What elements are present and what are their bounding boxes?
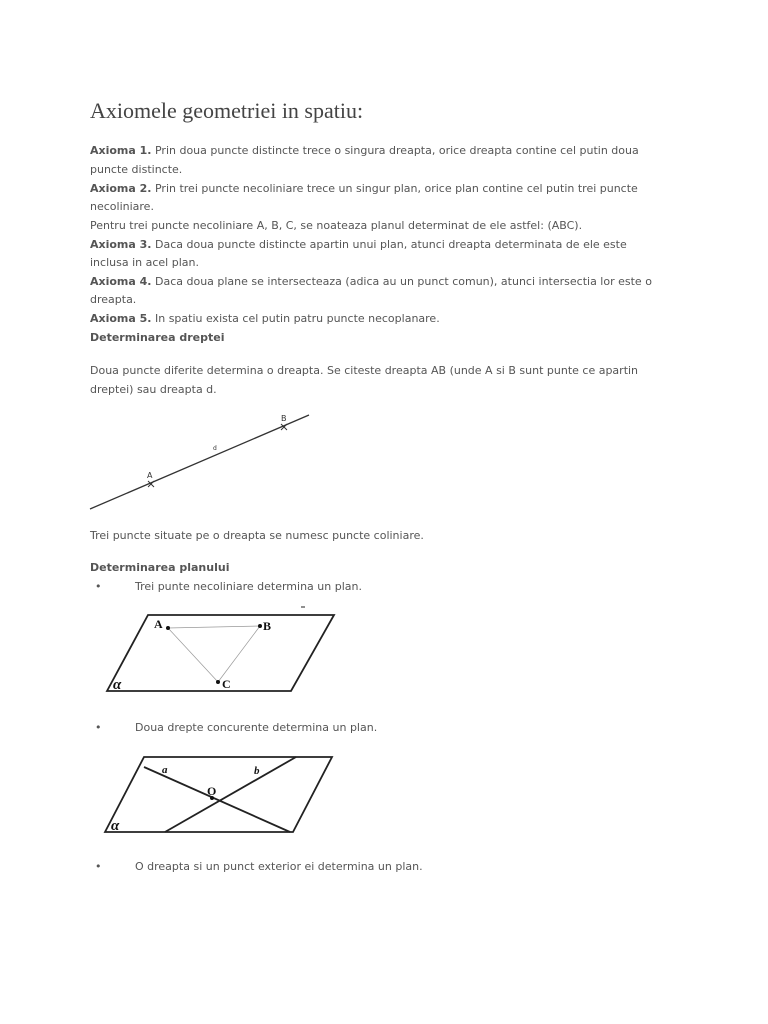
axiom-2-line-1: [90, 179, 638, 198]
bullet-marker: •: [95, 580, 102, 593]
axiom-1-line-1: [90, 141, 639, 160]
axiom-label: Axioma 5.: [90, 312, 152, 325]
line-paragraph-2: dreptei) sau dreapta d.: [90, 383, 217, 396]
heading-text: Determinarea dreptei: [90, 331, 225, 344]
plane-three-points-diagram: [100, 603, 340, 695]
axiom-label: Axioma 4.: [90, 275, 152, 288]
plane-item-1: Trei punte necoliniare determina un plan.: [135, 580, 362, 593]
plane-item-3: O dreapta si un punct exterior ei determina un plan.: [135, 860, 423, 873]
axiom-4-line-2: dreapta.: [90, 293, 137, 306]
point-b: [258, 624, 262, 628]
plane-item-2: Doua drepte concurente determina un plan.: [135, 721, 378, 734]
collinear-text: Trei puncte situate pe o dreapta se numesc puncte coliniare.: [90, 529, 424, 542]
axiom-text: Daca doua puncte distincte apartin unui plan, atunci dreapta determinata de ele este: [151, 238, 627, 251]
axiom-4-line-1: [90, 272, 652, 291]
line-d: [90, 415, 309, 509]
label-b: B: [263, 619, 272, 633]
page-title: Axiomele geometriei in spatiu:: [90, 98, 364, 123]
label-a: a: [162, 764, 168, 776]
bullet-marker: •: [95, 860, 102, 873]
label-a: A: [147, 471, 153, 480]
axiom-text: In spatiu exista cel putin patru puncte necoplanare.: [151, 312, 440, 325]
plane-notation-note: Pentru trei puncte necoliniare A, B, C, se noateaza planul determinat de ele astfel: (ABC).: [90, 219, 583, 232]
axiom-text: Prin trei puncte necoliniare trece un singur plan, orice plan contine cel putin trei puncte: [151, 182, 638, 195]
plane-concurrent-lines-diagram: [100, 752, 340, 836]
label-a: A: [154, 617, 163, 631]
axiom-label: Axioma 3.: [90, 238, 152, 251]
heading-text: Determinarea planului: [90, 561, 230, 574]
label-b: B: [281, 414, 287, 423]
axiom-1-line-2: puncte distincte.: [90, 163, 183, 176]
point-c: [216, 680, 220, 684]
label-alpha: α: [111, 818, 120, 834]
axiom-3-line-2: inclusa in acel plan.: [90, 256, 199, 269]
label-o: O: [207, 784, 217, 798]
line-a: [144, 767, 290, 832]
section-heading-line: [90, 328, 224, 347]
label-d: d: [213, 445, 217, 452]
label-b: b: [254, 765, 260, 777]
axiom-5-line-1: [90, 309, 440, 328]
axiom-label: Axioma 1.: [90, 144, 152, 157]
triangle-abc: [168, 626, 260, 682]
axiom-2-line-2: necoliniare.: [90, 200, 154, 213]
label-c: C: [222, 677, 231, 691]
axiom-text: Daca doua plane se intersecteaza (adica au un punct comun), atunci intersectia lor este o: [151, 275, 652, 288]
label-alpha: α: [113, 677, 122, 693]
line-b: [165, 757, 296, 832]
bullet-marker: •: [95, 721, 102, 734]
plane-alpha: [105, 757, 332, 832]
axiom-text: Prin doua puncte distincte trece o singura dreapta, orice dreapta contine cel putin doua: [151, 144, 639, 157]
point-a: [166, 626, 170, 630]
plane-alpha: [107, 615, 334, 691]
section-heading-plane: [90, 558, 229, 577]
axiom-label: Axioma 2.: [90, 182, 152, 195]
axiom-3-line-1: [90, 235, 627, 254]
line-diagram: [85, 405, 315, 515]
line-paragraph-1: Doua puncte diferite determina o dreapta. Se citeste dreapta AB (unde A si B sunt punte ce apartin: [90, 364, 639, 377]
